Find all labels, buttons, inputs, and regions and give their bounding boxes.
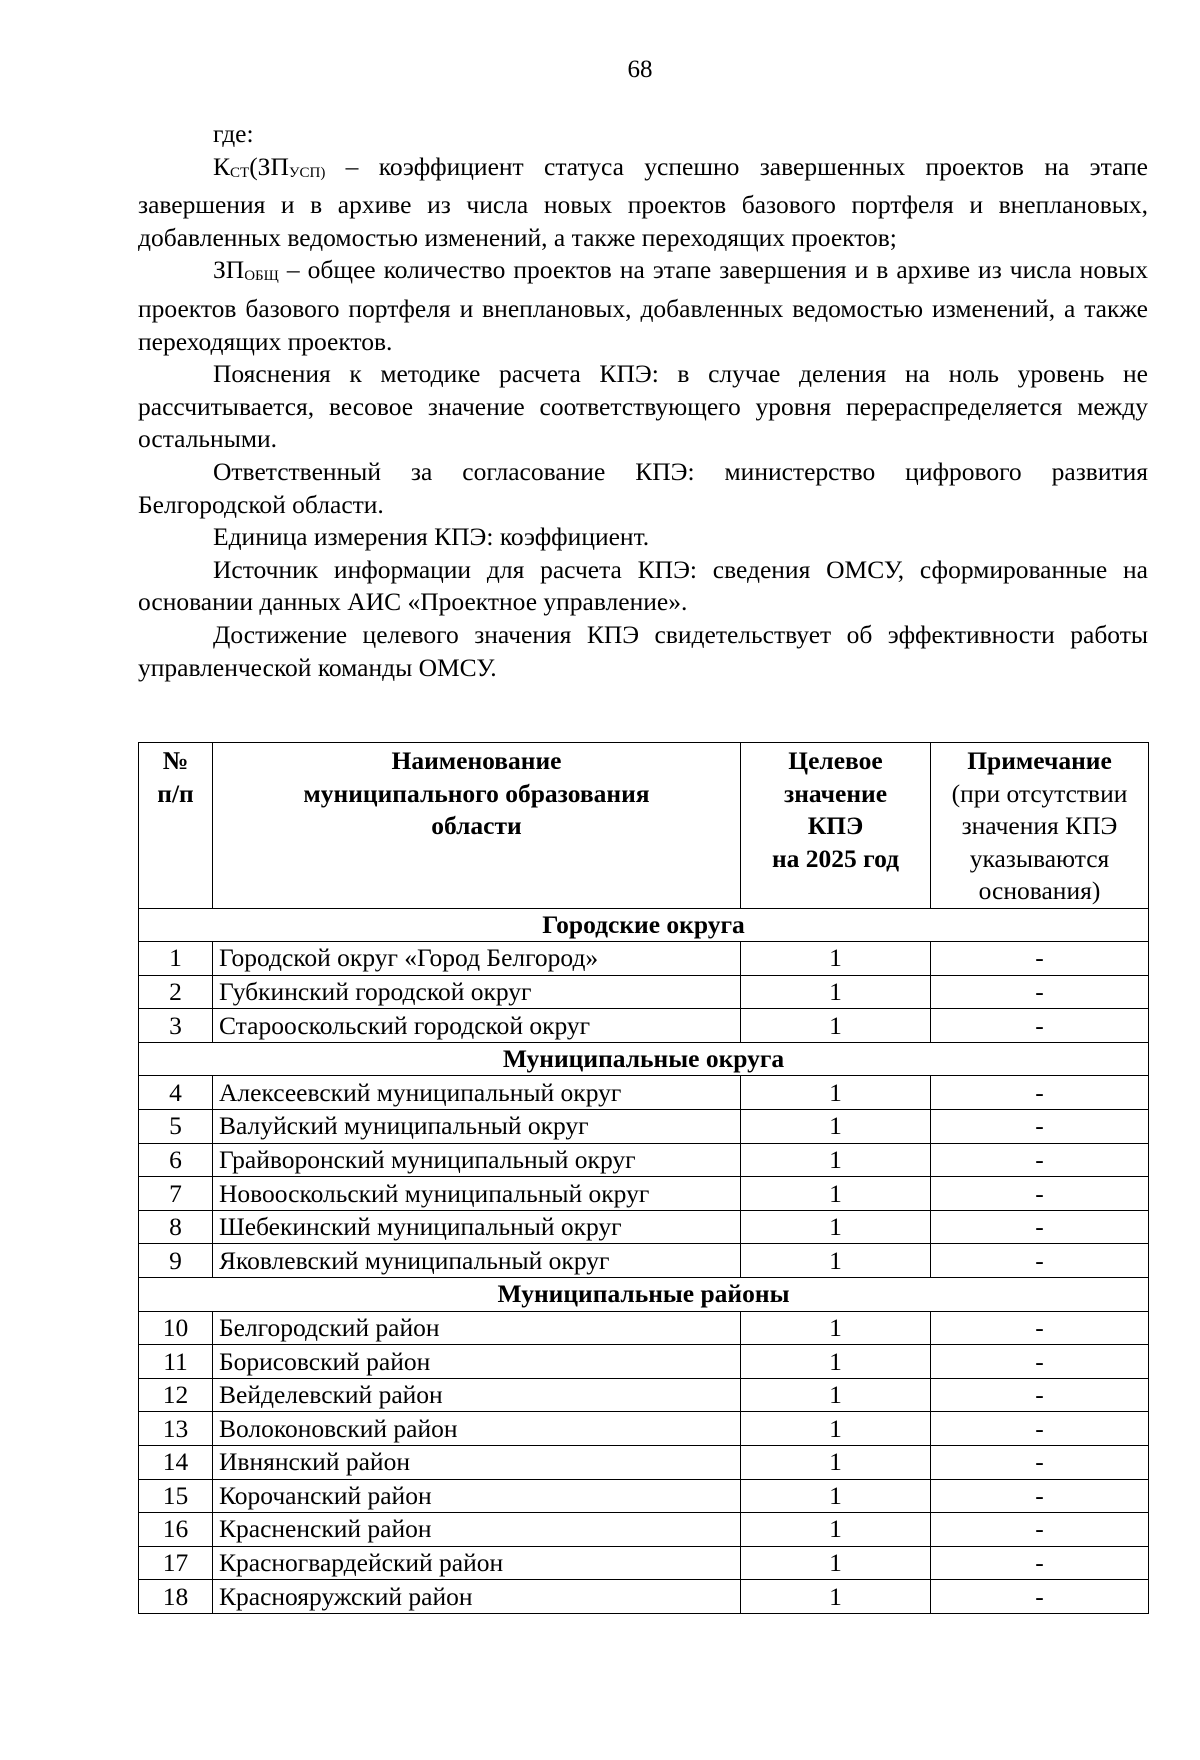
where-label: где: [213, 119, 254, 148]
municipality-name: Алексеевский муниципальный округ [213, 1076, 741, 1110]
row-number: 15 [139, 1479, 213, 1513]
table-row [139, 942, 1149, 976]
row-number: 1 [139, 942, 213, 976]
kst-paren-subscript: УСП) [288, 164, 326, 181]
table-header-row [139, 743, 1149, 909]
table-row [139, 1009, 1149, 1043]
municipality-name: Волоконовский район [213, 1412, 741, 1446]
row-number: 4 [139, 1076, 213, 1110]
table-row [139, 1378, 1149, 1412]
row-number: 14 [139, 1446, 213, 1480]
zp-description: – общее количество проектов на этапе завершения и в архиве из числа новых проектов базового портфеля и внеплановых, добавленных ведомостью изменений, а также переходящих проектов. [138, 255, 1148, 356]
row-note: - [931, 1143, 1149, 1177]
table-row [139, 1446, 1149, 1480]
row-number: 7 [139, 1177, 213, 1211]
municipality-name: Губкинский городской округ [213, 975, 741, 1009]
kst-subscript: СТ [230, 164, 250, 181]
kst-symbol: К [213, 151, 231, 181]
target-value: 1 [741, 975, 931, 1009]
header-name: Наименование муниципального образования области [213, 743, 741, 909]
municipality-name: Красногвардейский район [213, 1546, 741, 1580]
row-note: - [931, 1580, 1149, 1614]
row-note: - [931, 1345, 1149, 1379]
responsible-paragraph: Ответственный за согласование КПЭ: министерство цифрового развития Белгородской области. [138, 456, 1148, 519]
row-note: - [931, 1546, 1149, 1580]
row-number: 2 [139, 975, 213, 1009]
municipality-name: Красненский район [213, 1513, 741, 1547]
row-number: 13 [139, 1412, 213, 1446]
header-target-value: Целевое значение КПЭ на 2025 год [741, 743, 931, 909]
municipality-name: Городской округ «Город Белгород» [213, 942, 741, 976]
row-note: - [931, 942, 1149, 976]
target-value: 1 [741, 1177, 931, 1211]
target-value: 1 [741, 1446, 931, 1480]
municipality-name: Валуйский муниципальный округ [213, 1110, 741, 1144]
municipality-name: Корочанский район [213, 1479, 741, 1513]
row-note: - [931, 1513, 1149, 1547]
row-number: 5 [139, 1110, 213, 1144]
target-value: 1 [741, 1076, 931, 1110]
table-row [139, 975, 1149, 1009]
table-row [139, 1244, 1149, 1278]
section-row [139, 1278, 1149, 1312]
table-row [139, 1076, 1149, 1110]
table-row [139, 1177, 1149, 1211]
row-note: - [931, 1479, 1149, 1513]
table-row [139, 1210, 1149, 1244]
target-value: 1 [741, 1412, 931, 1446]
row-note: - [931, 975, 1149, 1009]
municipality-name: Грайворонский муниципальный округ [213, 1143, 741, 1177]
kst-paren: (ЗП [249, 151, 289, 181]
row-note: - [931, 1311, 1149, 1345]
definition-kst [138, 151, 1148, 255]
row-note: - [931, 1177, 1149, 1211]
target-value: 1 [741, 1580, 931, 1614]
section-title: Муниципальные районы [139, 1278, 1149, 1312]
body-text [138, 118, 1148, 684]
municipality-name: Старооскольский городской округ [213, 1009, 741, 1043]
municipality-name: Ивнянский район [213, 1446, 741, 1480]
target-value: 1 [741, 1546, 931, 1580]
table-row [139, 1311, 1149, 1345]
target-value: 1 [741, 1110, 931, 1144]
section-row [139, 908, 1149, 942]
row-note: - [931, 1412, 1149, 1446]
row-note: - [931, 1446, 1149, 1480]
row-number: 9 [139, 1244, 213, 1278]
target-value: 1 [741, 1143, 931, 1177]
kpe-table [138, 742, 1149, 1614]
target-value: 1 [741, 1345, 931, 1379]
unit-paragraph: Единица измерения КПЭ: коэффициент. [213, 522, 650, 552]
row-number: 6 [139, 1143, 213, 1177]
table-row [139, 1110, 1149, 1144]
row-number: 3 [139, 1009, 213, 1043]
row-number: 17 [139, 1546, 213, 1580]
row-note: - [931, 1210, 1149, 1244]
target-value: 1 [741, 1378, 931, 1412]
row-note: - [931, 1110, 1149, 1144]
row-number: 16 [139, 1513, 213, 1547]
row-number: 18 [139, 1580, 213, 1614]
table-row [139, 1143, 1149, 1177]
table-row [139, 1479, 1149, 1513]
row-number: 8 [139, 1210, 213, 1244]
target-value: 1 [741, 1009, 931, 1043]
header-note: Примечание (при отсутствии значения КПЭ указываются основания) [931, 743, 1149, 909]
row-note: - [931, 1244, 1149, 1278]
kst-description: – коэффициент статуса успешно завершенных проектов на этапе завершения и в архиве из числа новых проектов базового портфеля и внеплановых, добавленных ведомостью изменений, а также переходящих проектов; [138, 151, 1148, 252]
target-value: 1 [741, 1479, 931, 1513]
municipality-name: Белгородский район [213, 1311, 741, 1345]
zp-subscript: ОБЩ [244, 268, 279, 285]
row-note: - [931, 1009, 1149, 1043]
table-body [139, 908, 1149, 1613]
page-number: 68 [627, 56, 653, 83]
section-title: Муниципальные округа [139, 1042, 1149, 1076]
target-value: 1 [741, 1210, 931, 1244]
header-num: № п/п [139, 743, 213, 909]
target-value: 1 [741, 1244, 931, 1278]
municipality-name: Шебекинский муниципальный округ [213, 1210, 741, 1244]
target-value: 1 [741, 1513, 931, 1547]
source-paragraph: Источник информации для расчета КПЭ: сведения ОМСУ, сформированные на основании данных АИС «Проектное управление». [138, 554, 1148, 617]
row-note: - [931, 1378, 1149, 1412]
table-row [139, 1412, 1149, 1446]
table-row [139, 1546, 1149, 1580]
achievement-paragraph: Достижение целевого значения КПЭ свидетельствует об эффективности работы управленческой команды ОМСУ. [138, 619, 1148, 682]
target-value: 1 [741, 942, 931, 976]
explanation-paragraph: Пояснения к методике расчета КПЭ: в случае деления на ноль уровень не рассчитывается, весовое значение соответствующего уровня перераспределяется между остальными. [138, 359, 1148, 454]
definition-zp [138, 254, 1148, 358]
table-row [139, 1513, 1149, 1547]
municipality-name: Яковлевский муниципальный округ [213, 1244, 741, 1278]
table-row [139, 1580, 1149, 1614]
row-note: - [931, 1076, 1149, 1110]
row-number: 12 [139, 1378, 213, 1412]
section-row [139, 1042, 1149, 1076]
section-title: Городские округа [139, 908, 1149, 942]
row-number: 11 [139, 1345, 213, 1379]
municipality-name: Новооскольский муниципальный округ [213, 1177, 741, 1211]
municipality-name: Вейделевский район [213, 1378, 741, 1412]
row-number: 10 [139, 1311, 213, 1345]
table-row [139, 1345, 1149, 1379]
zp-symbol: ЗП [213, 255, 245, 285]
municipality-name: Борисовский район [213, 1345, 741, 1379]
target-value: 1 [741, 1311, 931, 1345]
municipality-name: Краснояружский район [213, 1580, 741, 1614]
